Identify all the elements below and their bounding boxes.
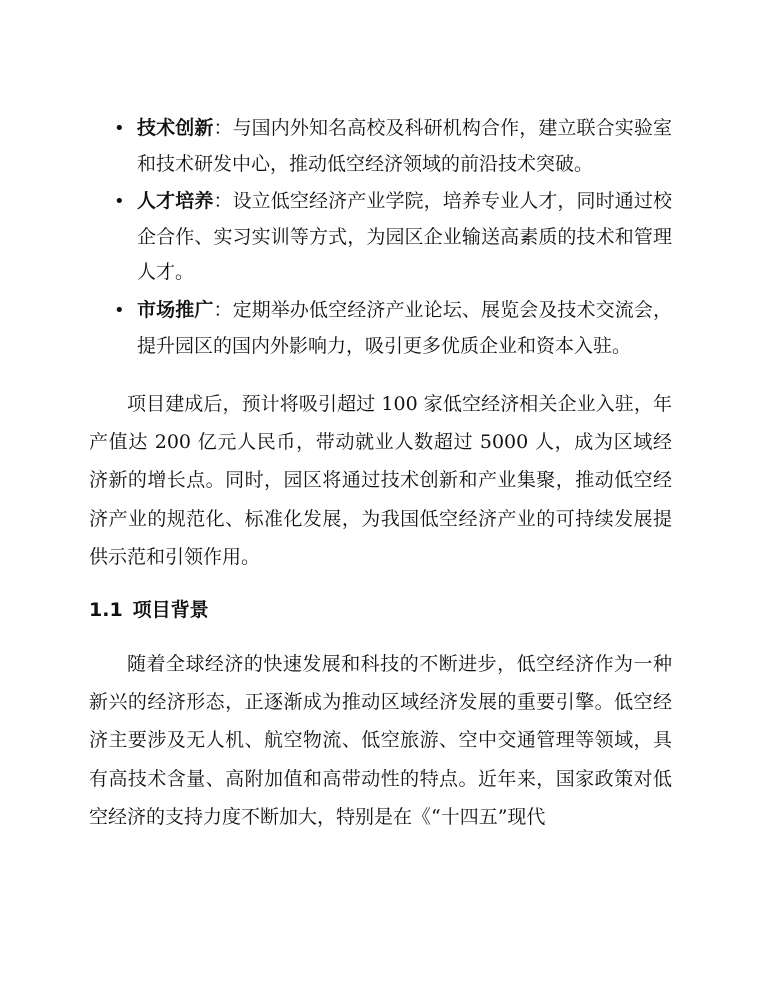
bullet-icon: • bbox=[114, 191, 125, 213]
bullet-term: 技术创新 bbox=[137, 117, 214, 139]
section-number: 1.1 bbox=[89, 599, 123, 621]
bullet-text: ：设立低空经济产业学院，培养专业人才，同时通过校企合作、实习实训等方式，为园区企业输送高素质的技术和管理人才。 bbox=[137, 190, 672, 284]
bullet-text: ：定期举办低空经济产业论坛、展览会及技术交流会，提升园区的国内外影响力，吸引更多优质企业和资本入驻。 bbox=[137, 298, 672, 357]
summary-paragraph: 项目建成后，预计将吸引超过 100 家低空经济相关企业入驻，年产值达 200 亿元人民币，带动就业人数超过 5000 人，成为区域经济新的增长点。同时，园区将通过技术创新和产业集聚，推动低空经济产业的规范化、标准化发展，为我国低空经济产业的可持续发展提供示范和引领作用。 bbox=[89, 393, 672, 568]
bullet-text: ：与国内外知名高校及科研机构合作，建立联合实验室和技术研发中心，推动低空经济领域的前沿技术突破。 bbox=[137, 117, 672, 175]
section-heading bbox=[89, 596, 209, 624]
bullet-term: 市场推广 bbox=[137, 298, 214, 321]
section-title: 项目背景 bbox=[132, 599, 209, 621]
bullet-list bbox=[0, 111, 765, 366]
background-paragraph: 随着全球经济的快速发展和科技的不断进步，低空经济作为一种新兴的经济形态，正逐渐成为推动区域经济发展的重要引擎。低空经济主要涉及无人机、航空物流、低空旅游、空中交通管理等领域，具有高技术含量、高附加值和高带动性的特点。近年来，国家政策对低空经济的支持力度不断加大，特别是在《“十四五”现代 bbox=[89, 653, 672, 828]
bullet-term: 人才培养 bbox=[137, 190, 214, 213]
bullet-icon: • bbox=[114, 299, 125, 321]
list-item bbox=[0, 111, 672, 182]
list-item bbox=[0, 293, 672, 364]
bullet-icon: • bbox=[114, 118, 125, 139]
list-item bbox=[0, 184, 672, 291]
